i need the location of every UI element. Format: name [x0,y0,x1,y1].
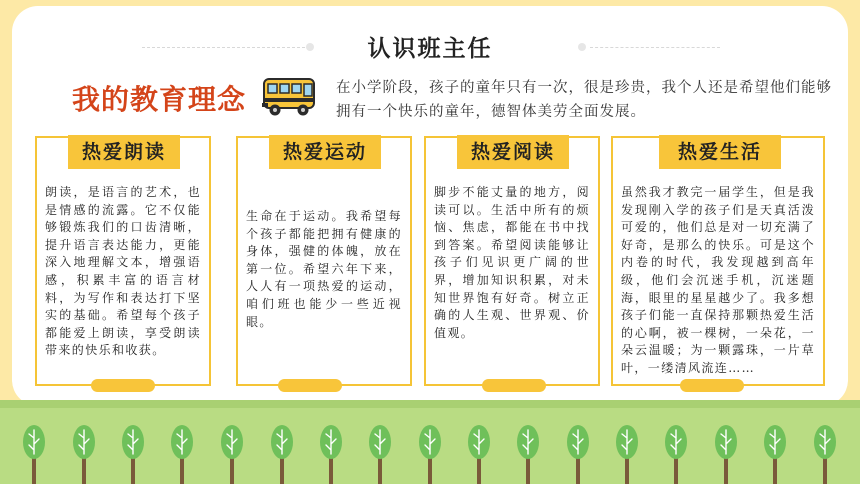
tree-icon [566,424,590,484]
tree-icon [170,424,194,484]
title-dot-left [306,43,314,51]
card-text: 脚步不能丈量的地方，阅读可以。生活中所有的烦恼、焦虑，都能在书中找到答案。希望阅读能够让孩子们见识更广阔的世界，增加知识积累，对未知世界饱有好奇。树立正确的人生观、世界观、价值观。 [434,185,590,340]
card-title: 热爱阅读 [457,135,569,169]
card-text: 虽然我才教完一届学生，但是我发现刚入学的孩子们是天真活泼可爱的，他们总是对一切充满了好奇，是那么的快乐。可是这个内卷的时代，我发现越到高年级，他们会沉迷手机，沉迷题海，眼里的星星越少了。我多想孩子们能一直保持那颗热爱生活的心啊，被一棵树，一朵花，一朵云温暖；为一颗露珠，一片草叶，一缕清风流连…… [621,185,815,375]
tree-icon [714,424,738,484]
intro-paragraph: 在小学阶段，孩子的童年只有一次，很是珍贵，我个人还是希望他们能够拥有一个快乐的童年，德智体美劳全面发展。 [336,80,832,120]
tree-icon [121,424,145,484]
tree-icon [615,424,639,484]
card-title: 热爱生活 [659,135,781,169]
tree-icon [664,424,688,484]
tree-icon [368,424,392,484]
card-reading-aloud [35,136,211,386]
card-title: 热爱运动 [269,135,381,169]
card-pill-decoration [680,379,744,392]
tree-icon [22,424,46,484]
card-pill-decoration [278,379,342,392]
card-sports [236,136,412,386]
card-reading [424,136,600,386]
tree-icon [270,424,294,484]
tree-icon [319,424,343,484]
card-pill-decoration [91,379,155,392]
tree-icon [72,424,96,484]
tree-icon [763,424,787,484]
tree-icon [418,424,442,484]
card-pill-decoration [482,379,546,392]
card-life [611,136,825,386]
title-divider-right [590,47,720,48]
tree-icon [220,424,244,484]
card-text: 生命在于运动。我希望每个孩子都能把拥有健康的身体，强健的体魄，放在第一位。希望六年下来，人人有一项热爱的运动，咱们班也能少一些近视眼。 [246,209,402,329]
tree-icon [467,424,491,484]
tree-icon [813,424,837,484]
grass-edge [0,400,860,408]
card-text: 朗读，是语言的艺术，也是情感的流露。它不仅能够锻炼我们的口齿清晰，提升语言表达能力，更能深入地理解文本，增强语感，积累丰富的语言材料，为写作和表达打下坚实的基础。希望每个孩子都能爱上朗读，享受朗读带来的快乐和收获。 [45,185,201,358]
title-divider-left [142,47,310,48]
tree-icon [516,424,540,484]
title-dot-right [578,43,586,51]
school-bus-icon [262,76,316,118]
page-title: 认识班主任 [367,36,493,62]
section-heading: 我的教育理念 [72,83,247,116]
card-title: 热爱朗读 [68,135,180,169]
